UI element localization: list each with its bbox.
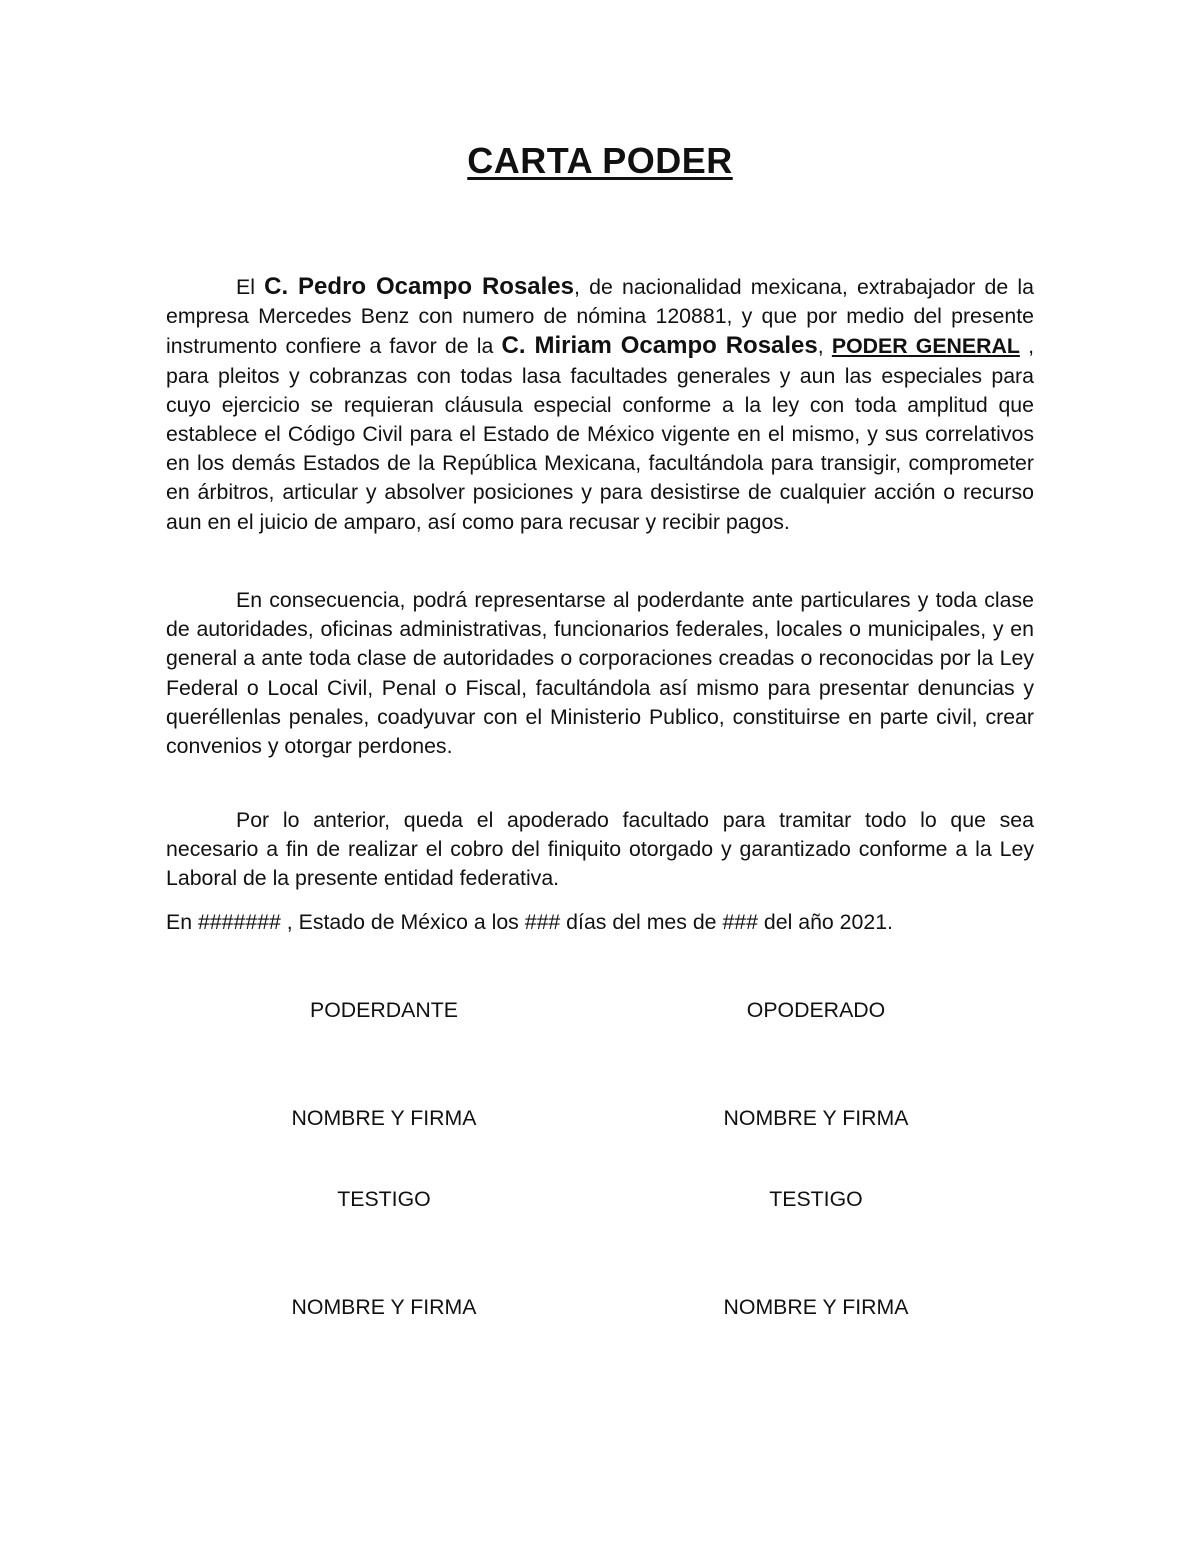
witness-1-label: TESTIGO [337, 1187, 431, 1211]
paragraph-1-text-b: , de nacionalidad mexicana, extrabajador de la empresa Mercedes Benz con numero de nómina 120881, y que por medio del presente instrumento confiere a favor de la [166, 275, 1035, 359]
paragraph-2-text: En consecuencia, podrá representarse al poderdante ante particulares y toda clase de autoridades, oficinas administrativas, funcionarios federales, locales o municipales, y en general a ante toda clase de autoridades o corporaciones creadas o reconocidas por la Ley Federal o Local Civil, Penal o Fiscal, facultándola así mismo para presentar denuncias y queréllenlas penales, coadyuvar con el Ministerio Publico, constituirse en parte civil, crear convenios y otorgar perdones. [166, 588, 1034, 759]
paragraph-1-text-d: , para pleitos y cobranzas con todas lasa facultades generales y aun las especiales para cuyo ejercicio se requieran cláusula especial conforme a la ley con toda amplitud que establece el Código Civil para el Estado de México vigente en el mismo, y sus correlativos en los demás Estados de la República Mexicana, facultándola para transigir, comprometer en árbitros, articular y absolver posiciones y para desistirse de cualquier acción o recurso aun en el juicio de amparo, así como para recusar y recibir pagos. [166, 334, 1034, 534]
paragraph-3 [166, 806, 1034, 894]
paragraph-1-text-a: El [236, 275, 265, 299]
document-title: CARTA PODER [467, 140, 733, 181]
paragraph-1 [166, 272, 1034, 537]
paragraph-1-text-c: , [817, 334, 832, 359]
witness-2-name-sign: NOMBRE Y FIRMA [723, 1295, 909, 1319]
witness-2-label: TESTIGO [769, 1187, 863, 1211]
grantor-name: C. Pedro Ocampo Rosales [264, 273, 575, 300]
grantor-name-sign: NOMBRE Y FIRMA [291, 1106, 477, 1130]
grantor-label: PODERDANTE [310, 998, 458, 1022]
attorney-label: OPODERADO [746, 998, 886, 1022]
attorney-name-sign: NOMBRE Y FIRMA [723, 1106, 909, 1130]
paragraph-2 [166, 586, 1034, 761]
paragraph-3-text: Por lo anterior, queda el apoderado facultado para tramitar todo lo que sea necesario a fin de realizar el cobro del finiquito otorgado y garantizado conforme a la Ley Laboral de la presente entidad federativa. [166, 808, 1034, 891]
power-type: PODER GENERAL [831, 334, 1020, 359]
place-date-line: En ####### , Estado de México a los ### días del mes de ### del año 2021. [166, 910, 893, 934]
witness-1-name-sign: NOMBRE Y FIRMA [291, 1295, 477, 1319]
attorney-name: C. Miriam Ocampo Rosales [501, 332, 818, 360]
